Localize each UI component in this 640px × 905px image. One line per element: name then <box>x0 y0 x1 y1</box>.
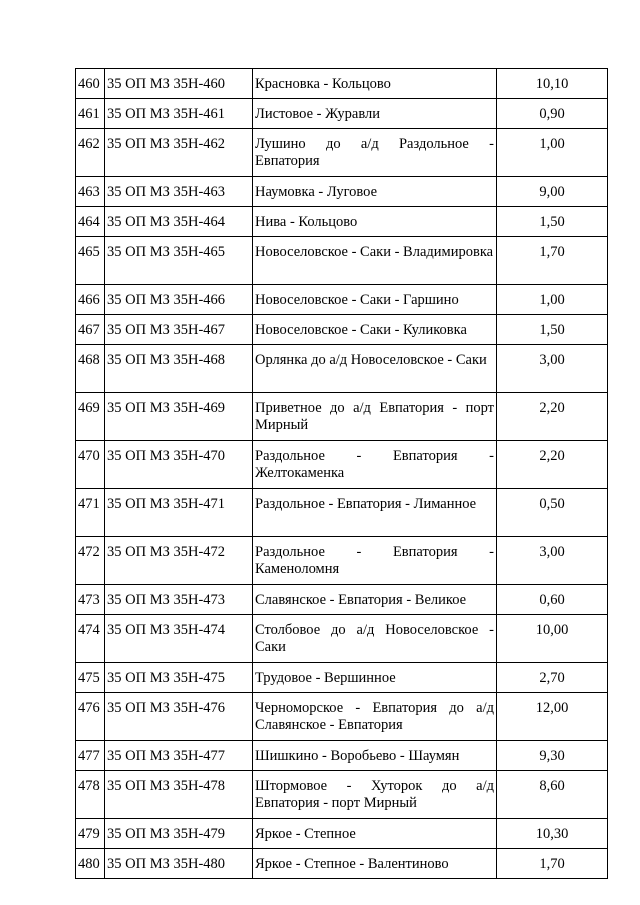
road-length: 10,00 <box>497 615 608 663</box>
row-number: 469 <box>76 393 105 441</box>
row-number: 465 <box>76 237 105 285</box>
road-code: 35 ОП МЗ 35Н-466 <box>105 285 253 315</box>
row-number: 480 <box>76 849 105 879</box>
row-number: 478 <box>76 771 105 819</box>
table-row <box>76 663 608 693</box>
row-number: 477 <box>76 741 105 771</box>
road-name: Наумовка - Луговое <box>253 177 497 207</box>
road-length: 9,00 <box>497 177 608 207</box>
road-name: Раздольное - Евпатория - Каменоломня <box>253 537 497 585</box>
row-number: 466 <box>76 285 105 315</box>
road-code: 35 ОП МЗ 35Н-470 <box>105 441 253 489</box>
road-code: 35 ОП МЗ 35Н-477 <box>105 741 253 771</box>
road-name: Раздольное - Евпатория - Желтокаменка <box>253 441 497 489</box>
road-name: Приветное до а/д Евпатория - порт Мирный <box>253 393 497 441</box>
row-number: 470 <box>76 441 105 489</box>
row-number: 474 <box>76 615 105 663</box>
road-name: Штормовое - Хуторок до а/д Евпатория - порт Мирный <box>253 771 497 819</box>
row-number: 461 <box>76 99 105 129</box>
road-name: Новоселовское - Саки - Гаршино <box>253 285 497 315</box>
road-code: 35 ОП МЗ 35Н-468 <box>105 345 253 393</box>
road-name: Шишкино - Воробьево - Шаумян <box>253 741 497 771</box>
roads-table <box>75 68 608 879</box>
row-number: 475 <box>76 663 105 693</box>
table-row <box>76 285 608 315</box>
road-code: 35 ОП МЗ 35Н-467 <box>105 315 253 345</box>
row-number: 462 <box>76 129 105 177</box>
row-number: 476 <box>76 693 105 741</box>
road-name: Лушино до а/д Раздольное - Евпатория <box>253 129 497 177</box>
road-code: 35 ОП МЗ 35Н-464 <box>105 207 253 237</box>
road-length: 3,00 <box>497 537 608 585</box>
road-code: 35 ОП МЗ 35Н-479 <box>105 819 253 849</box>
table-row <box>76 693 608 741</box>
road-code: 35 ОП МЗ 35Н-471 <box>105 489 253 537</box>
road-length: 1,00 <box>497 129 608 177</box>
table-row <box>76 771 608 819</box>
row-number: 472 <box>76 537 105 585</box>
road-name: Славянское - Евпатория - Великое <box>253 585 497 615</box>
row-number: 468 <box>76 345 105 393</box>
road-name: Новоселовское - Саки - Куликовка <box>253 315 497 345</box>
road-length: 10,10 <box>497 69 608 99</box>
row-number: 460 <box>76 69 105 99</box>
table-row <box>76 537 608 585</box>
row-number: 464 <box>76 207 105 237</box>
row-number: 467 <box>76 315 105 345</box>
road-code: 35 ОП МЗ 35Н-469 <box>105 393 253 441</box>
road-length: 1,00 <box>497 285 608 315</box>
table-row <box>76 315 608 345</box>
row-number: 471 <box>76 489 105 537</box>
table-row <box>76 69 608 99</box>
road-name: Раздольное - Евпатория - Лиманное <box>253 489 497 537</box>
road-length: 12,00 <box>497 693 608 741</box>
table-row <box>76 393 608 441</box>
road-name: Красновка - Кольцово <box>253 69 497 99</box>
row-number: 473 <box>76 585 105 615</box>
road-code: 35 ОП МЗ 35Н-480 <box>105 849 253 879</box>
table-row <box>76 819 608 849</box>
road-name: Листовое - Журавли <box>253 99 497 129</box>
road-code: 35 ОП МЗ 35Н-462 <box>105 129 253 177</box>
road-length: 10,30 <box>497 819 608 849</box>
road-length: 0,90 <box>497 99 608 129</box>
road-code: 35 ОП МЗ 35Н-460 <box>105 69 253 99</box>
road-name: Нива - Кольцово <box>253 207 497 237</box>
table-row <box>76 489 608 537</box>
road-code: 35 ОП МЗ 35Н-465 <box>105 237 253 285</box>
table-row <box>76 849 608 879</box>
table-row <box>76 99 608 129</box>
table-row <box>76 177 608 207</box>
road-length: 0,50 <box>497 489 608 537</box>
road-length: 2,70 <box>497 663 608 693</box>
road-length: 9,30 <box>497 741 608 771</box>
road-name: Орлянка до а/д Новоселовское - Саки <box>253 345 497 393</box>
table-row <box>76 441 608 489</box>
road-name: Яркое - Степное - Валентиново <box>253 849 497 879</box>
road-name: Черноморское - Евпатория до а/д Славянское - Евпатория <box>253 693 497 741</box>
row-number: 479 <box>76 819 105 849</box>
road-length: 2,20 <box>497 441 608 489</box>
row-number: 463 <box>76 177 105 207</box>
road-length: 8,60 <box>497 771 608 819</box>
road-code: 35 ОП МЗ 35Н-461 <box>105 99 253 129</box>
road-code: 35 ОП МЗ 35Н-472 <box>105 537 253 585</box>
table-row <box>76 207 608 237</box>
table-row <box>76 615 608 663</box>
road-length: 1,50 <box>497 207 608 237</box>
table-row <box>76 237 608 285</box>
road-code: 35 ОП МЗ 35Н-478 <box>105 771 253 819</box>
table-row <box>76 585 608 615</box>
road-code: 35 ОП МЗ 35Н-474 <box>105 615 253 663</box>
road-code: 35 ОП МЗ 35Н-475 <box>105 663 253 693</box>
road-code: 35 ОП МЗ 35Н-476 <box>105 693 253 741</box>
table-row <box>76 129 608 177</box>
road-length: 3,00 <box>497 345 608 393</box>
road-length: 1,70 <box>497 849 608 879</box>
road-name: Столбовое до а/д Новоселовское - Саки <box>253 615 497 663</box>
road-length: 1,70 <box>497 237 608 285</box>
road-name: Яркое - Степное <box>253 819 497 849</box>
table-row <box>76 345 608 393</box>
road-length: 2,20 <box>497 393 608 441</box>
road-length: 1,50 <box>497 315 608 345</box>
road-length: 0,60 <box>497 585 608 615</box>
table-row <box>76 741 608 771</box>
road-code: 35 ОП МЗ 35Н-473 <box>105 585 253 615</box>
road-name: Новоселовское - Саки - Владимировка <box>253 237 497 285</box>
road-code: 35 ОП МЗ 35Н-463 <box>105 177 253 207</box>
road-name: Трудовое - Вершинное <box>253 663 497 693</box>
